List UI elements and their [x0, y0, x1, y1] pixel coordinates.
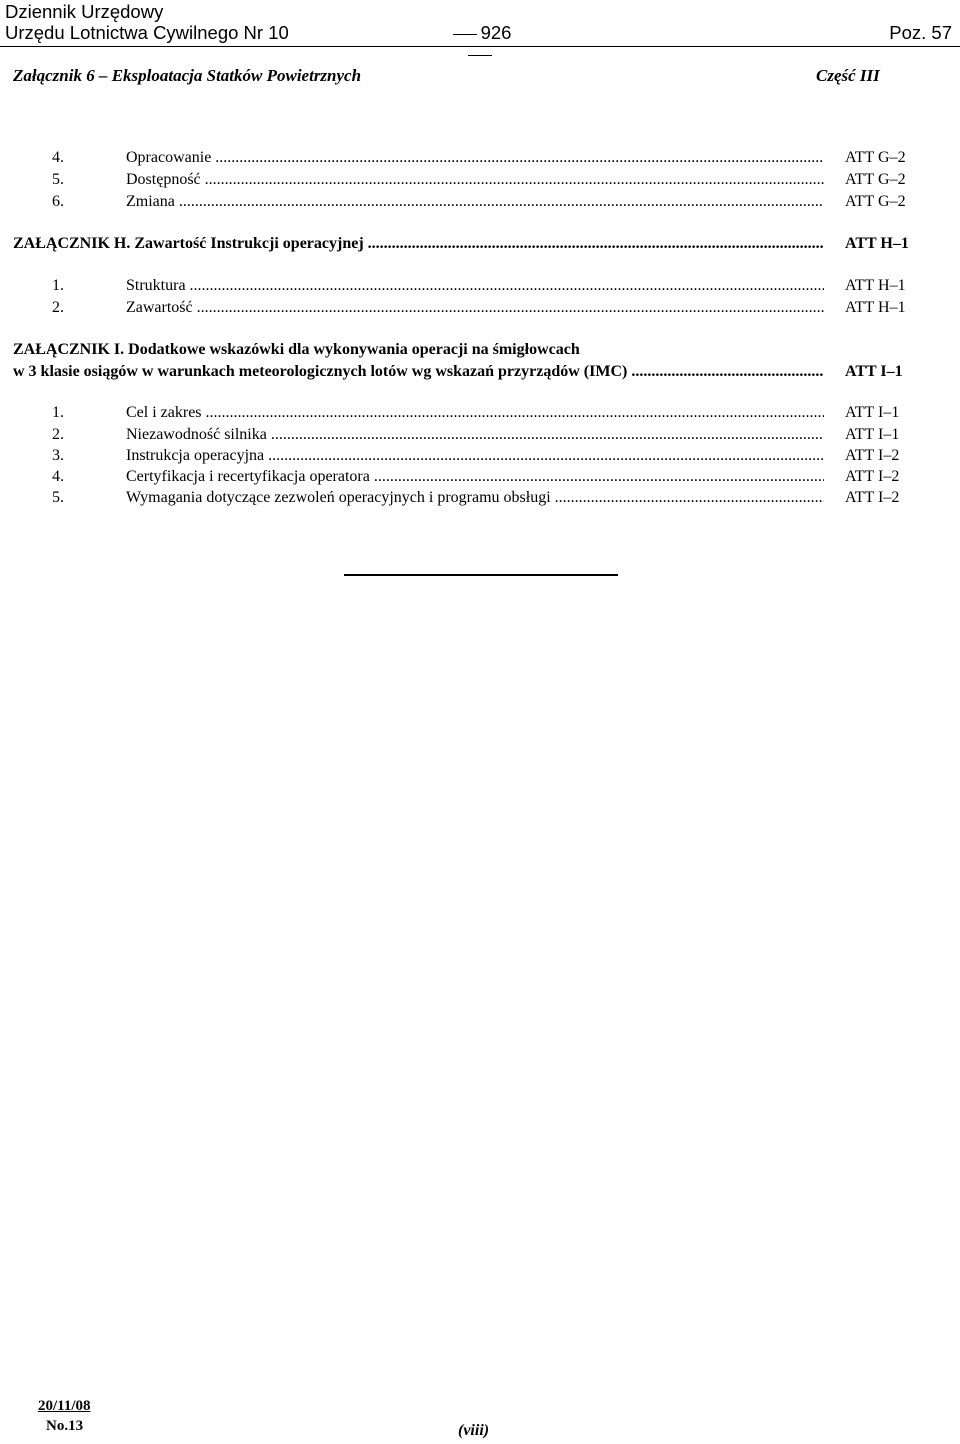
toc-entry-label: Cel i zakres .....: [126, 402, 824, 424]
toc-entry: [52, 147, 920, 169]
toc-entry-label: Certyfikacja i recertyfikacja operatora .....: [126, 466, 824, 488]
toc-entry-number: 1.: [52, 277, 64, 294]
toc-entry-ref: ATT H–1: [845, 299, 906, 316]
toc-entry-ref: ATT I–2: [845, 489, 900, 506]
toc-entry: [52, 424, 920, 446]
position-label: Poz. 57: [889, 22, 952, 43]
toc-entry-ref: ATT G–2: [845, 193, 906, 210]
toc-annex-title: ZAŁĄCZNIK H. Zawartość Instrukcji operacyjnej .....: [13, 233, 824, 255]
toc-entry-ref: ATT I–2: [845, 468, 900, 485]
toc-entry-ref: ATT I–1: [845, 404, 900, 421]
toc-entry-number: 4.: [52, 149, 64, 166]
publication-line1: Dziennik Urzędowy: [5, 1, 164, 22]
toc-entry-ref: ATT H–1: [845, 277, 906, 294]
toc-entry-label: Niezawodność silnika .....: [126, 424, 824, 446]
end-rule: [344, 574, 618, 576]
toc-entry: [52, 402, 920, 424]
footer-page-number: (viii): [458, 1422, 490, 1439]
toc-entry: [52, 275, 920, 297]
toc-annex-ref: ATT I–1: [845, 363, 903, 380]
toc-entry-ref: ATT I–2: [845, 447, 900, 464]
toc-entry: [52, 297, 920, 319]
toc-entry-label: Wymagania dotyczące zezwoleń operacyjnych i programu obsługi .....: [126, 487, 824, 509]
toc-entry: [52, 169, 920, 191]
toc-entry: [52, 487, 920, 509]
part-label: Część III: [816, 66, 880, 85]
toc-entry-number: 2.: [52, 299, 64, 316]
toc-entry-number: 1.: [52, 404, 64, 421]
toc-entry-number: 5.: [52, 489, 64, 506]
toc-entry-number: 6.: [52, 193, 64, 210]
footer-date: 20/11/08: [38, 1398, 91, 1414]
toc-entry: [52, 445, 920, 467]
footer-number: No.13: [46, 1418, 84, 1434]
page-number: [436, 22, 524, 64]
toc-entry-label: Instrukcja operacyjna .....: [126, 445, 824, 467]
toc-entry-label: Struktura .....: [126, 275, 824, 297]
toc-entry-label: Opracowanie .....: [126, 147, 824, 169]
toc-annex-title-line1: ZAŁĄCZNIK I. Dodatkowe wskazówki dla wykonywania operacji na śmigłowcach: [13, 341, 580, 358]
toc-entry: [52, 466, 920, 488]
toc-entry-number: 4.: [52, 468, 64, 485]
header-rule: [0, 46, 960, 47]
toc-entry-label: Dostępność .....: [126, 169, 824, 191]
toc-entry-ref: ATT G–2: [845, 171, 906, 188]
publication-title: [5, 1, 289, 43]
toc-entry-number: 5.: [52, 171, 64, 188]
toc-entry-label: Zmiana .....: [126, 191, 824, 213]
toc-entry-ref: ATT I–1: [845, 426, 900, 443]
toc-annex-ref: ATT H–1: [845, 235, 909, 252]
toc-annex-i: [13, 339, 920, 383]
toc-entry-ref: ATT G–2: [845, 149, 906, 166]
toc-entry-label: Zawartość .....: [126, 297, 824, 319]
toc-entry: [52, 191, 920, 213]
publication-line2: Urzędu Lotnictwa Cywilnego Nr 10: [5, 22, 289, 43]
page-number-text: 926: [480, 22, 512, 43]
toc-entry-number: 3.: [52, 447, 64, 464]
annex-title: Załącznik 6 – Eksploatacja Statków Powietrznych: [13, 66, 362, 85]
toc-annex-title-line2: w 3 klasie osiągów w warunkach meteorologicznych lotów wg wskazań przyrządów (IMC) .....: [13, 361, 824, 383]
toc-entry-number: 2.: [52, 426, 64, 443]
